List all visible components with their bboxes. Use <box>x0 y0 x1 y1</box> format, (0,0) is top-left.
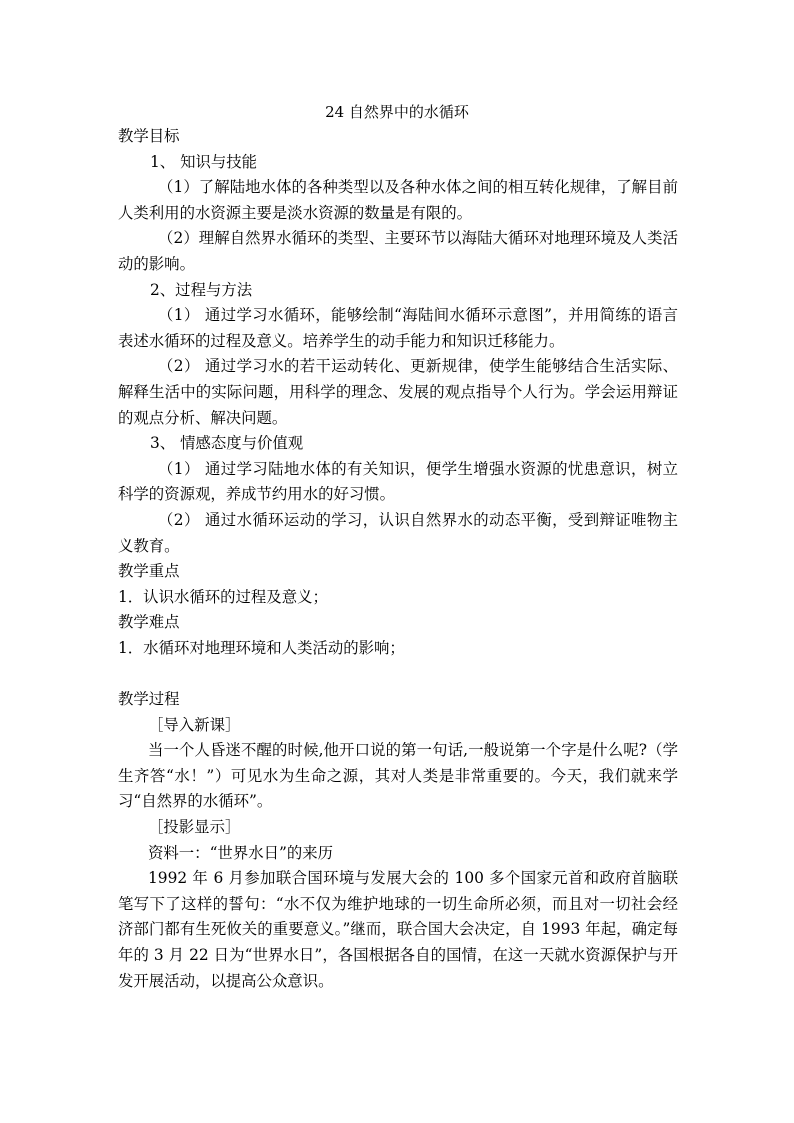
objective-process-item-2: （2） 通过学习水的若干运动转化、更新规律，使学生能够结合生活实际、解释生活中的实际问题，用科学的理念、发展的观点指导个人行为。学会运用辩证的观点分析、解决问题。 <box>118 357 678 427</box>
heading-teaching-objectives: 教学目标 <box>118 127 180 145</box>
difficulty-item-1: 1．水循环对地理环境和人类活动的影响； <box>118 638 405 657</box>
document-title: 24 自然界中的水循环 <box>325 103 469 121</box>
intro-paragraph: 当一个人昏迷不醒的时候,他开口说的第一句话,一般说第一个字是什么呢?（学生齐答“水！”）可见水为生命之源，其对人类是非常重要的。今天，我们就来学习“自然界的水循环”。 <box>118 741 678 811</box>
objective-knowledge-item-2: （2）理解自然界水循环的类型、主要环节以海陆大循环对地理环境及人类活动的影响。 <box>118 229 678 273</box>
material-one-heading: 资料一：“世界水日”的来历 <box>148 843 334 862</box>
objective-attitude-item-2: （2） 通过水循环运动的学习，认识自然界水的动态平衡，受到辩证唯物主义教育。 <box>118 510 678 555</box>
key-point-item-1: 1．认识水循环的过程及意义； <box>118 587 328 606</box>
heading-teaching-process: 教学过程 <box>118 690 180 709</box>
objective-attitude-values: 3、 情感态度与价值观 <box>150 434 304 453</box>
blank-line <box>118 661 678 687</box>
material-one-paragraph: 1992 年 6 月参加联合国环境与发展大会的 100 多个国家元首和政府首脑联笔写下了这样的誓句：“水不仅为维护地球的一切生命所必须，而且对一切社会经济部门都有生死攸关的重要意义。”继而，联合国大会决定，自 1993 年起，确定每年的 3 月 22 日为“世界水日”，各国根据各自的国情，在这一天就水资源保护与开发开展活动，以提高公众意识。 <box>118 869 678 990</box>
objective-attitude-item-1: （1） 通过学习陆地水体的有关知识，便学生增强水资源的忧患意识，树立科学的资源观，养成节约用水的好习惯。 <box>118 459 678 504</box>
heading-key-points: 教学重点 <box>118 562 180 581</box>
objective-knowledge-skills: 1、 知识与技能 <box>150 152 258 171</box>
objective-process-item-1: （1） 通过学习水循环，能够绘制“海陆间水循环示意图”，并用简练的语言表述水循环的过程及意义。培养学生的动手能力和知识迁移能力。 <box>118 306 678 350</box>
heading-difficulties: 教学难点 <box>118 613 180 632</box>
objective-knowledge-item-1: （1）了解陆地水体的各种类型以及各种水体之间的相互转化规律，了解目前人类利用的水资源主要是淡水资源的数量是有限的。 <box>118 178 678 222</box>
document-body <box>118 124 678 994</box>
section-projection: ［投影显示］ <box>148 818 241 837</box>
objective-process-methods: 2、过程与方法 <box>150 280 253 299</box>
section-intro-lesson: ［导入新课］ <box>148 715 241 734</box>
